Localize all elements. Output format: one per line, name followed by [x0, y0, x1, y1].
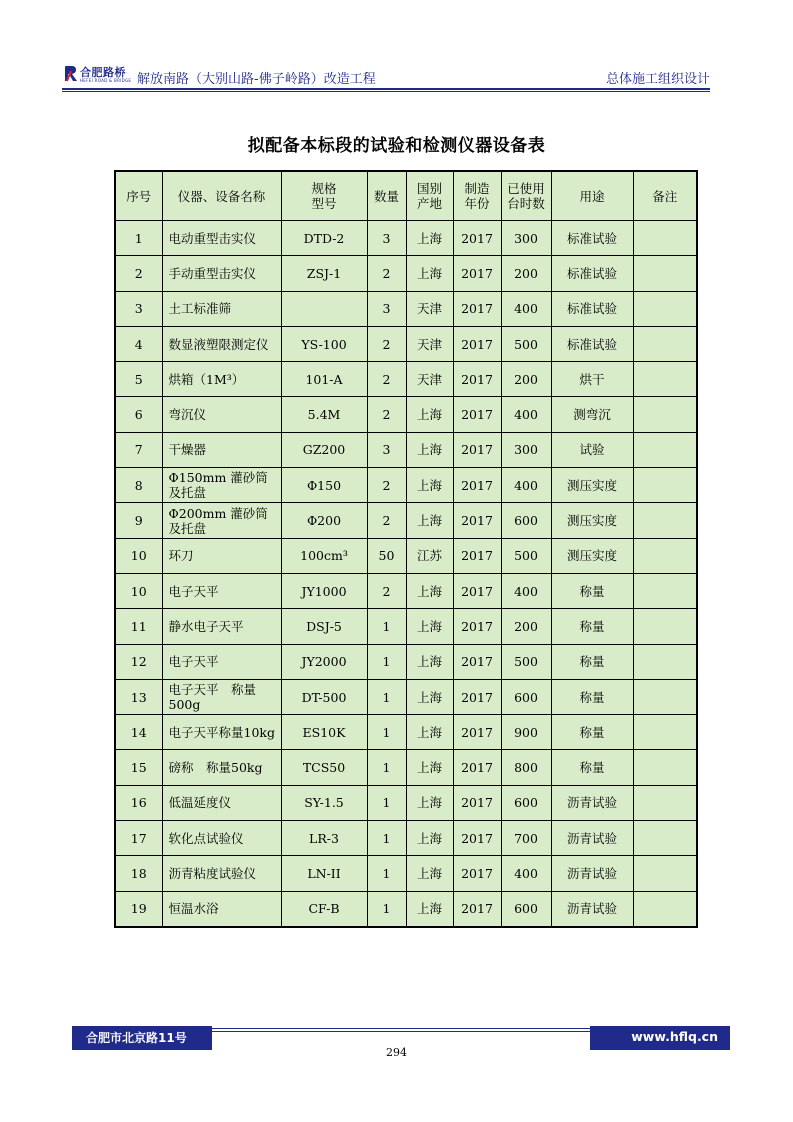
table-row [115, 644, 697, 679]
cell-qty: 2 [367, 573, 406, 608]
cell-name: 电子天平 称量500g [162, 679, 281, 714]
cell-qty: 50 [367, 538, 406, 573]
cell-use: 沥青试验 [551, 891, 633, 927]
cell-model: LR-3 [281, 821, 367, 856]
table-header-row [115, 171, 697, 221]
cell-name: 数显液塑限测定仪 [162, 326, 281, 361]
cell-year: 2017 [453, 750, 501, 785]
cell-use: 测压实度 [551, 538, 633, 573]
cell-use: 测弯沉 [551, 397, 633, 432]
cell-qty: 1 [367, 679, 406, 714]
cell-model: DTD-2 [281, 221, 367, 256]
table-row [115, 326, 697, 361]
cell-no: 7 [115, 432, 162, 467]
col-header-year: 制造 年份 [453, 171, 501, 221]
table-row [115, 750, 697, 785]
cell-use: 称量 [551, 715, 633, 750]
cell-model: JY1000 [281, 573, 367, 608]
cell-origin: 上海 [406, 785, 453, 820]
cell-origin: 上海 [406, 256, 453, 291]
cell-year: 2017 [453, 821, 501, 856]
cell-use: 称量 [551, 609, 633, 644]
cell-year: 2017 [453, 891, 501, 927]
table-row [115, 821, 697, 856]
cell-use: 称量 [551, 679, 633, 714]
cell-year: 2017 [453, 362, 501, 397]
col-header-no: 序号 [115, 171, 162, 221]
cell-note [633, 750, 697, 785]
cell-qty: 1 [367, 856, 406, 891]
cell-note [633, 609, 697, 644]
cell-name: 环刀 [162, 538, 281, 573]
cell-model: 101-A [281, 362, 367, 397]
table-row [115, 785, 697, 820]
cell-model: LN-II [281, 856, 367, 891]
cell-qty: 1 [367, 750, 406, 785]
cell-origin: 上海 [406, 679, 453, 714]
cell-no: 5 [115, 362, 162, 397]
cell-no: 15 [115, 750, 162, 785]
cell-year: 2017 [453, 573, 501, 608]
cell-qty: 3 [367, 221, 406, 256]
col-header-use: 用途 [551, 171, 633, 221]
cell-hours: 900 [501, 715, 551, 750]
cell-origin: 上海 [406, 432, 453, 467]
col-header-note: 备注 [633, 171, 697, 221]
cell-no: 12 [115, 644, 162, 679]
cell-use: 标准试验 [551, 221, 633, 256]
cell-year: 2017 [453, 856, 501, 891]
cell-use: 测压实度 [551, 468, 633, 503]
cell-qty: 3 [367, 432, 406, 467]
cell-name: 手动重型击实仪 [162, 256, 281, 291]
cell-model: SY-1.5 [281, 785, 367, 820]
table-row [115, 538, 697, 573]
col-header-hours: 已使用 台时数 [501, 171, 551, 221]
cell-hours: 200 [501, 362, 551, 397]
cell-model: TCS50 [281, 750, 367, 785]
cell-note [633, 538, 697, 573]
cell-model: YS-100 [281, 326, 367, 361]
cell-note [633, 573, 697, 608]
cell-use: 标准试验 [551, 291, 633, 326]
footer-rule [212, 1028, 590, 1029]
cell-origin: 上海 [406, 503, 453, 538]
cell-no: 9 [115, 503, 162, 538]
cell-model: DT-500 [281, 679, 367, 714]
page-title: 拟配备本标段的试验和检测仪器设备表 [247, 136, 546, 156]
table-row [115, 503, 697, 538]
cell-note [633, 821, 697, 856]
logo-mark-icon [64, 65, 78, 82]
cell-qty: 2 [367, 503, 406, 538]
cell-no: 18 [115, 856, 162, 891]
logo-text: 合肥路桥 [80, 66, 126, 79]
table-row [115, 679, 697, 714]
cell-hours: 600 [501, 503, 551, 538]
cell-no: 10 [115, 538, 162, 573]
cell-model: Φ150 [281, 468, 367, 503]
cell-use: 试验 [551, 432, 633, 467]
footer-website: www.hflq.cn [631, 1029, 718, 1044]
cell-qty: 2 [367, 397, 406, 432]
cell-origin: 天津 [406, 362, 453, 397]
company-logo [62, 64, 132, 88]
cell-model: DSJ-5 [281, 609, 367, 644]
cell-year: 2017 [453, 715, 501, 750]
cell-model: JY2000 [281, 644, 367, 679]
cell-note [633, 644, 697, 679]
cell-hours: 400 [501, 291, 551, 326]
cell-qty: 1 [367, 715, 406, 750]
project-name: 解放南路（大别山路-佛子岭路）改造工程 [137, 72, 376, 87]
cell-note [633, 362, 697, 397]
table-row [115, 468, 697, 503]
cell-no: 17 [115, 821, 162, 856]
cell-hours: 500 [501, 326, 551, 361]
cell-hours: 600 [501, 891, 551, 927]
col-header-model: 规格 型号 [281, 171, 367, 221]
table-body [115, 221, 697, 927]
cell-note [633, 326, 697, 361]
cell-use: 称量 [551, 750, 633, 785]
cell-origin: 天津 [406, 291, 453, 326]
cell-no: 16 [115, 785, 162, 820]
cell-model: 100cm³ [281, 538, 367, 573]
cell-year: 2017 [453, 609, 501, 644]
cell-year: 2017 [453, 432, 501, 467]
header-divider-thin [62, 91, 710, 92]
cell-hours: 600 [501, 785, 551, 820]
cell-qty: 2 [367, 326, 406, 361]
cell-origin: 上海 [406, 715, 453, 750]
cell-year: 2017 [453, 785, 501, 820]
cell-note [633, 221, 697, 256]
cell-use: 沥青试验 [551, 785, 633, 820]
cell-name: 软化点试验仪 [162, 821, 281, 856]
cell-hours: 200 [501, 256, 551, 291]
cell-origin: 上海 [406, 397, 453, 432]
cell-hours: 400 [501, 573, 551, 608]
cell-hours: 300 [501, 432, 551, 467]
table-row [115, 856, 697, 891]
cell-no: 11 [115, 609, 162, 644]
page-number: 294 [386, 1046, 407, 1059]
col-header-qty: 数量 [367, 171, 406, 221]
table-row [115, 397, 697, 432]
cell-qty: 1 [367, 785, 406, 820]
cell-origin: 上海 [406, 891, 453, 927]
cell-year: 2017 [453, 468, 501, 503]
cell-origin: 江苏 [406, 538, 453, 573]
cell-qty: 2 [367, 256, 406, 291]
cell-year: 2017 [453, 503, 501, 538]
cell-hours: 700 [501, 821, 551, 856]
cell-qty: 1 [367, 609, 406, 644]
cell-qty: 1 [367, 891, 406, 927]
page-header [62, 64, 710, 90]
col-header-origin: 国别 产地 [406, 171, 453, 221]
cell-name: 电子天平 [162, 573, 281, 608]
cell-name: Φ150mm 灌砂筒及托盘 [162, 468, 281, 503]
cell-no: 3 [115, 291, 162, 326]
cell-qty: 1 [367, 821, 406, 856]
cell-hours: 300 [501, 221, 551, 256]
cell-note [633, 679, 697, 714]
cell-name: 弯沉仪 [162, 397, 281, 432]
cell-hours: 400 [501, 856, 551, 891]
footer-address: 合肥市北京路11号 [86, 1031, 187, 1045]
cell-name: 沥青粘度试验仪 [162, 856, 281, 891]
cell-name: 电子天平 [162, 644, 281, 679]
cell-origin: 上海 [406, 821, 453, 856]
logo-subtext: HEFEI ROAD & BRIDGE [80, 78, 132, 83]
cell-year: 2017 [453, 397, 501, 432]
cell-hours: 500 [501, 644, 551, 679]
cell-use: 测压实度 [551, 503, 633, 538]
cell-use: 烘干 [551, 362, 633, 397]
cell-note [633, 468, 697, 503]
cell-name: 静水电子天平 [162, 609, 281, 644]
cell-no: 19 [115, 891, 162, 927]
cell-note [633, 432, 697, 467]
cell-no: 14 [115, 715, 162, 750]
table-row [115, 291, 697, 326]
cell-name: 电子天平称量10kg [162, 715, 281, 750]
cell-note [633, 856, 697, 891]
cell-name: 土工标准筛 [162, 291, 281, 326]
cell-hours: 800 [501, 750, 551, 785]
table-row [115, 891, 697, 927]
equipment-table [114, 170, 698, 928]
cell-no: 13 [115, 679, 162, 714]
table-row [115, 573, 697, 608]
cell-year: 2017 [453, 291, 501, 326]
cell-no: 1 [115, 221, 162, 256]
cell-model: Φ200 [281, 503, 367, 538]
cell-model: ES10K [281, 715, 367, 750]
cell-note [633, 715, 697, 750]
cell-hours: 400 [501, 468, 551, 503]
cell-qty: 2 [367, 468, 406, 503]
col-header-name: 仪器、设备名称 [162, 171, 281, 221]
cell-hours: 200 [501, 609, 551, 644]
cell-hours: 600 [501, 679, 551, 714]
cell-name: 磅称 称量50kg [162, 750, 281, 785]
cell-origin: 天津 [406, 326, 453, 361]
cell-year: 2017 [453, 221, 501, 256]
cell-origin: 上海 [406, 573, 453, 608]
cell-origin: 上海 [406, 468, 453, 503]
table-row [115, 432, 697, 467]
cell-model: 5.4M [281, 397, 367, 432]
cell-year: 2017 [453, 326, 501, 361]
cell-origin: 上海 [406, 609, 453, 644]
cell-model: ZSJ-1 [281, 256, 367, 291]
cell-use: 标准试验 [551, 326, 633, 361]
cell-note [633, 291, 697, 326]
table-row [115, 256, 697, 291]
cell-note [633, 891, 697, 927]
cell-year: 2017 [453, 644, 501, 679]
cell-no: 10 [115, 573, 162, 608]
table-row [115, 609, 697, 644]
cell-origin: 上海 [406, 644, 453, 679]
cell-model [281, 291, 367, 326]
cell-note [633, 256, 697, 291]
cell-use: 称量 [551, 573, 633, 608]
section-name: 总体施工组织设计 [605, 72, 710, 87]
cell-year: 2017 [453, 538, 501, 573]
cell-name: 恒温水浴 [162, 891, 281, 927]
header-divider [62, 88, 710, 90]
cell-no: 4 [115, 326, 162, 361]
cell-name: Φ200mm 灌砂筒及托盘 [162, 503, 281, 538]
table-row [115, 715, 697, 750]
cell-hours: 500 [501, 538, 551, 573]
cell-note [633, 397, 697, 432]
cell-qty: 3 [367, 291, 406, 326]
cell-year: 2017 [453, 679, 501, 714]
cell-origin: 上海 [406, 856, 453, 891]
cell-use: 沥青试验 [551, 821, 633, 856]
cell-qty: 1 [367, 644, 406, 679]
cell-name: 电动重型击实仪 [162, 221, 281, 256]
cell-note [633, 785, 697, 820]
cell-note [633, 503, 697, 538]
cell-name: 低温延度仪 [162, 785, 281, 820]
cell-no: 8 [115, 468, 162, 503]
cell-model: GZ200 [281, 432, 367, 467]
cell-no: 6 [115, 397, 162, 432]
cell-use: 称量 [551, 644, 633, 679]
cell-model: CF-B [281, 891, 367, 927]
footer-rule-thin [212, 1031, 590, 1032]
table-row [115, 221, 697, 256]
table-row [115, 362, 697, 397]
cell-year: 2017 [453, 256, 501, 291]
cell-hours: 400 [501, 397, 551, 432]
cell-no: 2 [115, 256, 162, 291]
cell-origin: 上海 [406, 221, 453, 256]
cell-use: 标准试验 [551, 256, 633, 291]
cell-qty: 2 [367, 362, 406, 397]
cell-name: 烘箱（1M³） [162, 362, 281, 397]
cell-name: 干燥器 [162, 432, 281, 467]
cell-origin: 上海 [406, 750, 453, 785]
cell-use: 沥青试验 [551, 856, 633, 891]
